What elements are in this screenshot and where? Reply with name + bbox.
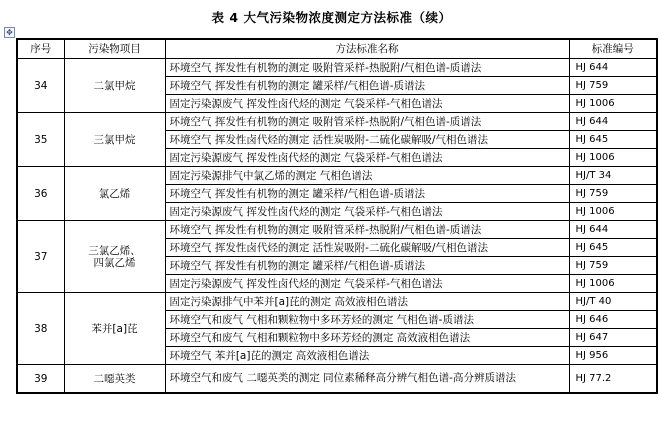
- pollutant-cell: [64, 365, 165, 394]
- pollutant-cell: [64, 221, 165, 293]
- pollutant-name-line: 二噁英类: [93, 372, 136, 385]
- method-cell: 环境空气和废气 气相和颗粒物中多环芳烃的测定 气相色谱-质谱法: [165, 311, 569, 329]
- table-title: 表 4 大气污染物浓度测定方法标准（续）: [211, 10, 452, 25]
- standard-code-cell: HJ/T 40: [569, 293, 657, 311]
- seq-cell: 37: [17, 221, 64, 293]
- standard-code-cell: HJ 644: [569, 59, 657, 77]
- standard-code-cell: HJ 759: [569, 185, 657, 203]
- standard-code-cell: HJ 77.2: [569, 365, 657, 394]
- standard-code-cell: HJ 646: [569, 311, 657, 329]
- standard-code-cell: HJ 644: [569, 221, 657, 239]
- header-seq: 序号: [17, 39, 64, 59]
- method-cell: 环境空气 挥发性有机物的测定 罐采样/气相色谱-质谱法: [165, 77, 569, 95]
- seq-cell: 38: [17, 293, 64, 365]
- standard-code-cell: HJ 956: [569, 347, 657, 365]
- table-row: [17, 365, 657, 394]
- method-cell: 环境空气和废气 二噁英类的测定 同位素稀释高分辨气相色谱-高分辨质谱法: [165, 365, 569, 394]
- table-row: [17, 59, 657, 77]
- header-method: 方法标准名称: [165, 39, 569, 59]
- seq-cell: 39: [17, 365, 64, 394]
- pollutant-cell: [64, 113, 165, 167]
- header-row: [17, 39, 657, 59]
- standard-code-cell: HJ 759: [569, 257, 657, 275]
- method-cell: 环境空气 挥发性卤代烃的测定 活性炭吸附-二硫化碳解吸/气相色谱法: [165, 131, 569, 149]
- seq-cell: 34: [17, 59, 64, 113]
- standard-code-cell: HJ 645: [569, 239, 657, 257]
- method-cell: 环境空气 挥发性有机物的测定 罐采样/气相色谱-质谱法: [165, 185, 569, 203]
- method-cell: 固定污染源废气 挥发性卤代烃的测定 气袋采样-气相色谱法: [165, 203, 569, 221]
- method-cell: 固定污染源废气 挥发性卤代烃的测定 气袋采样-气相色谱法: [165, 95, 569, 113]
- table-row: [17, 113, 657, 131]
- standard-code-cell: HJ 1006: [569, 149, 657, 167]
- method-cell: 固定污染源废气 挥发性卤代烃的测定 气袋采样-气相色谱法: [165, 149, 569, 167]
- pollutant-cell: [64, 167, 165, 221]
- header-item: 污染物项目: [64, 39, 165, 59]
- pollutant-name-line: 二氯甲烷: [93, 79, 136, 92]
- pollutant-name-line: 氯乙烯: [98, 187, 131, 200]
- standard-code-cell: HJ 647: [569, 329, 657, 347]
- table-move-handle-icon[interactable]: ✥: [4, 27, 15, 38]
- standard-code-cell: HJ 644: [569, 113, 657, 131]
- pollutant-name-line: 四氯乙烯: [93, 256, 136, 269]
- standard-code-cell: HJ 1006: [569, 275, 657, 293]
- standard-code-cell: HJ 645: [569, 131, 657, 149]
- method-cell: 环境空气 挥发性有机物的测定 吸附管采样-热脱附/气相色谱-质谱法: [165, 221, 569, 239]
- pollutant-name-line: 三氯甲烷: [93, 133, 136, 146]
- method-cell: 固定污染源排气中苯并[a]芘的测定 高效液相色谱法: [165, 293, 569, 311]
- table-row: [17, 293, 657, 311]
- method-cell: 固定污染源排气中氯乙烯的测定 气相色谱法: [165, 167, 569, 185]
- seq-cell: 36: [17, 167, 64, 221]
- standard-code-cell: HJ 1006: [569, 203, 657, 221]
- seq-cell: 35: [17, 113, 64, 167]
- header-code: 标准编号: [569, 39, 657, 59]
- pollutant-cell: [64, 59, 165, 113]
- method-cell: 环境空气 挥发性卤代烃的测定 活性炭吸附-二硫化碳解吸/气相色谱法: [165, 239, 569, 257]
- table-row: [17, 221, 657, 239]
- method-cell: 固定污染源废气 挥发性卤代烃的测定 气袋采样-气相色谱法: [165, 275, 569, 293]
- method-cell: 环境空气和废气 气相和颗粒物中多环芳烃的测定 高效液相色谱法: [165, 329, 569, 347]
- standard-code-cell: HJ/T 34: [569, 167, 657, 185]
- method-cell: 环境空气 苯并[a]芘的测定 高效液相色谱法: [165, 347, 569, 365]
- method-cell: 环境空气 挥发性有机物的测定 吸附管采样-热脱附/气相色谱-质谱法: [165, 59, 569, 77]
- standard-code-cell: HJ 759: [569, 77, 657, 95]
- standard-code-cell: HJ 1006: [569, 95, 657, 113]
- table-body: [17, 59, 657, 394]
- table-row: [17, 167, 657, 185]
- pollutant-name-line: 三氯乙烯、: [88, 244, 141, 257]
- pollutant-name-line: 苯并[a]芘: [91, 322, 138, 335]
- method-cell: 环境空气 挥发性有机物的测定 吸附管采样-热脱附/气相色谱-质谱法: [165, 113, 569, 131]
- pollutant-cell: [64, 293, 165, 365]
- method-cell: 环境空气 挥发性有机物的测定 罐采样/气相色谱-质谱法: [165, 257, 569, 275]
- standards-table: [16, 38, 658, 394]
